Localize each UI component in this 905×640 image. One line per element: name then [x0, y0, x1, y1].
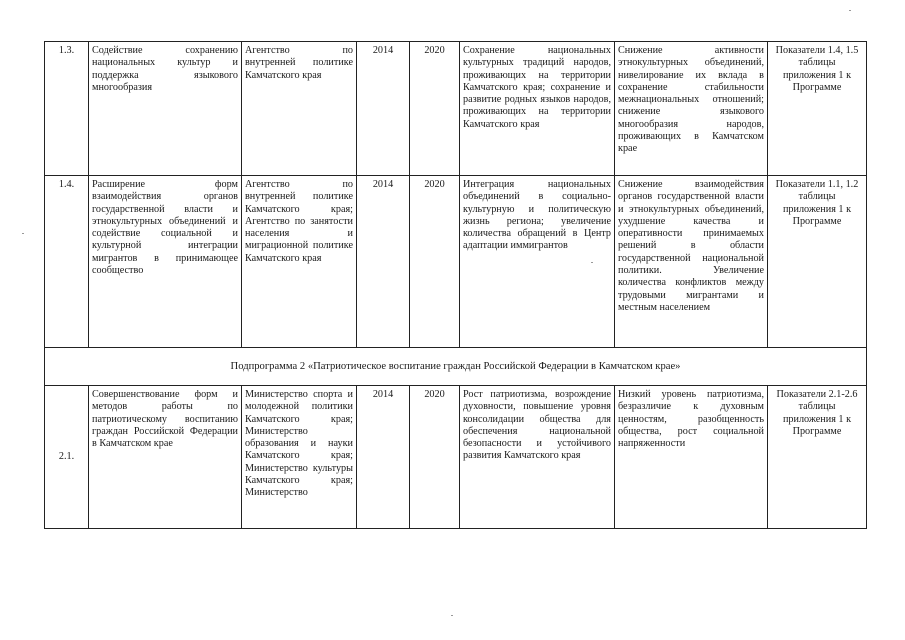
executor-text: Агентство по внутренней политике Камчатского края; Агентство по занятости населения и миграционной политике Камчатского края [245, 179, 353, 264]
executor-cell [242, 386, 357, 529]
event-text: Расширение форм взаимодействия органов государственной власти и этнокультурных объединений и содействие социальной и культурной интеграции мигрантов в принимающее сообщество [92, 179, 238, 277]
table-row [45, 42, 867, 176]
executor-text: Министерство спорта и молодежной политики Камчатского края; Министерство образования и науки Камчатского края; Министерство культуры Камчатского края; Министерство [245, 389, 353, 499]
executor-text: Агентство по внутренней политике Камчатского края [245, 45, 353, 81]
event-cell [89, 176, 242, 348]
scan-speck [591, 262, 593, 263]
table-row [45, 386, 867, 529]
row-number: 1.4. [45, 176, 89, 348]
end-year: 2020 [410, 176, 460, 348]
result-text: Рост патриотизма, возрождение духовности, повышение уровня консолидации общества для обеспечения национальной безопасности и устойчивого развития Камчатского края [463, 389, 611, 462]
end-year: 2020 [410, 386, 460, 529]
scan-speck [451, 615, 453, 616]
row-number: 1.3. [45, 42, 89, 176]
consequence-cell [615, 386, 768, 529]
event-cell [89, 42, 242, 176]
consequence-cell [615, 42, 768, 176]
scan-speck [849, 10, 851, 11]
event-cell [89, 386, 242, 529]
row-number: 2.1. [45, 386, 89, 529]
event-text: Совершенствование форм и методов работы по патриотическому воспитанию граждан Российской Федерации в Камчатском крае [92, 389, 238, 450]
indicators-text: Показатели 1.4, 1.5 таблицы приложения 1 к Программе [775, 45, 859, 93]
result-cell [460, 386, 615, 529]
result-text: Сохранение национальных культурных традиций народов, проживающих на территории Камчатского края; сохранение и развитие родных языков народов, проживающих на территории Камчатского края [463, 45, 611, 130]
subprogram-title: Подпрограмма 2 «Патриотическое воспитание граждан Российской Федерации в Камчатском крае» [45, 348, 867, 386]
result-cell [460, 42, 615, 176]
event-text: Содействие сохранению национальных культур и поддержка языкового многообразия [92, 45, 238, 93]
consequence-text: Снижение активности этнокультурных объединений, нивелирование их вклада в сохранение стабильности межнациональных отношений; снижение языкового многообразия народов, проживающих в Камчатском крае [618, 45, 764, 155]
table-row [45, 176, 867, 348]
result-text: Интеграция национальных объединений в социально-культурную и политическую жизнь региона; увеличение количества обращений в Центр адаптации иммигрантов [463, 179, 611, 252]
end-year: 2020 [410, 42, 460, 176]
indicators-cell [768, 42, 867, 176]
scan-speck [22, 233, 24, 234]
indicators-text: Показатели 1.1, 1.2 таблицы приложения 1 к Программе [775, 179, 859, 227]
start-year: 2014 [357, 386, 410, 529]
consequence-text: Низкий уровень патриотизма, безразличие к духовным ценностям, разобщенность общества, рост социальной напряженности [618, 389, 764, 450]
consequence-text: Снижение взаимодействия органов государственной власти и этнокультурных объединений, ухудшение качества и оперативности принимаемых решений в области государственной национальной политики. Увеличение количества конфликтов между трудовыми мигрантами и местным населением [618, 179, 764, 313]
indicators-cell [768, 176, 867, 348]
indicators-text: Показатели 2.1-2.6 таблицы приложения 1 к Программе [776, 389, 858, 437]
start-year: 2014 [357, 176, 410, 348]
executor-cell [242, 176, 357, 348]
subprogram-row [45, 348, 867, 386]
program-table [44, 41, 867, 529]
executor-cell [242, 42, 357, 176]
indicators-cell [768, 386, 867, 529]
start-year: 2014 [357, 42, 410, 176]
consequence-cell [615, 176, 768, 348]
